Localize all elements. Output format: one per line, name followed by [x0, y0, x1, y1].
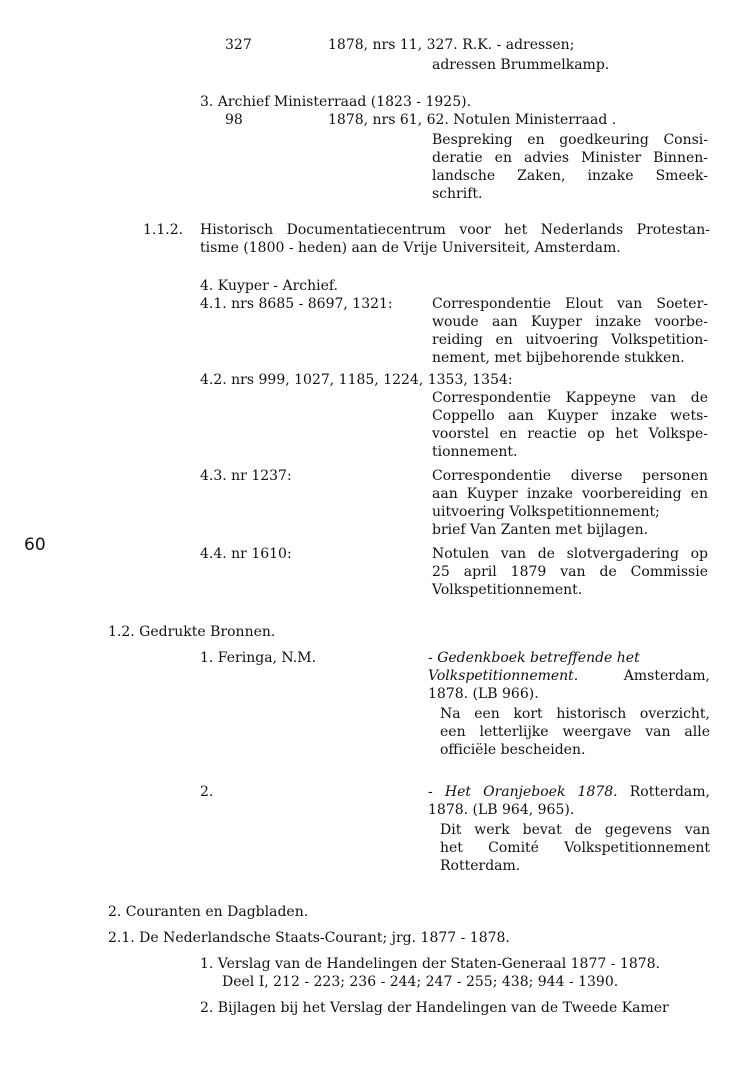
kuyper-item-description	[432, 545, 708, 599]
newspaper-item: 2. Bijlagen bij het Verslag der Handelingen van de Tweede Kamer	[200, 1000, 669, 1016]
ministerraad-heading: 3. Archief Ministerraad (1823 - 1925).	[200, 94, 472, 110]
kuyper-item-label: 4.4. nr 1610:	[200, 546, 292, 562]
ministerraad-description	[432, 131, 708, 203]
kuyper-item-label: 4.1. nrs 8685 - 8697, 1321:	[200, 296, 393, 312]
entry-327-number: 327	[225, 37, 252, 53]
desc-line: aan Kuyper inzake voorbereiding en	[432, 486, 708, 502]
desc-line: reiding en uitvoering Volkspetition-	[432, 332, 708, 348]
desc-line: Notulen van de slotvergadering op	[432, 546, 708, 562]
desc-line: Correspondentie diverse personen	[432, 468, 708, 484]
kuyper-item-label: 4.3. nr 1237:	[200, 468, 292, 484]
section-line: Historisch Documentatiecentrum voor het Nederlands Protestan-	[200, 222, 710, 238]
book-title: Volkspetitionnement.	[428, 668, 579, 684]
note-line: officiële bescheiden.	[440, 742, 586, 758]
desc-line: 25 april 1879 van de Commissie	[432, 564, 708, 580]
dash: -	[428, 650, 438, 666]
biblio-line	[428, 649, 710, 667]
desc-line: Volkspetitionnement.	[432, 582, 583, 598]
section-112-number: 1.1.2.	[143, 222, 184, 238]
note-line: Dit werk bevat de gegevens van	[440, 822, 710, 838]
desc-line: landsche Zaken, inzake Smeek-	[432, 168, 708, 184]
desc-line: woude aan Kuyper inzake voorbe-	[432, 314, 708, 330]
newspapers-subheading: 2.1. De Nederlandsche Staats-Courant; jrg. 1877 - 1878.	[108, 930, 510, 946]
book-title: Gedenkboek betreffende het	[437, 650, 640, 666]
kuyper-item-description	[432, 389, 708, 461]
publisher-place: Rotterdam,	[617, 784, 710, 800]
section-line: tisme (1800 - heden) aan de Vrije Universiteit, Amsterdam.	[200, 240, 621, 256]
newspaper-item-cont: Deel I, 212 - 223; 236 - 244; 247 - 255; 438; 944 - 1390.	[222, 974, 619, 990]
desc-line: voorstel en reactie op het Volkspe-	[432, 426, 708, 442]
page-number: 60	[24, 535, 46, 555]
printed-item-note	[440, 821, 710, 875]
kuyper-item-label: 4.2. nrs 999, 1027, 1185, 1224, 1353, 1354:	[200, 372, 513, 388]
note-line: een letterlijke weergave van alle	[440, 724, 710, 740]
kuyper-heading: 4. Kuyper - Archief.	[200, 278, 339, 294]
note-line: Na een kort historisch overzicht,	[440, 706, 710, 722]
newspapers-heading: 2. Couranten en Dagbladen.	[108, 904, 309, 920]
desc-line: Coppello aan Kuyper inzake wets-	[432, 408, 708, 424]
newspaper-item: 1. Verslag van de Handelingen der Staten-Generaal 1877 - 1878.	[200, 956, 660, 972]
kuyper-item-description	[432, 467, 708, 539]
printed-item-label: 2.	[200, 784, 214, 800]
note-line: Rotterdam.	[440, 858, 521, 874]
printed-item-biblio	[428, 783, 710, 819]
entry-327-reference: 1878, nrs 11, 327. R.K. - adressen;	[328, 37, 575, 53]
dash: -	[428, 784, 445, 800]
desc-line: nement, met bijbehorende stukken.	[432, 350, 685, 366]
kuyper-item-description	[432, 295, 708, 367]
desc-line: tionnement.	[432, 444, 518, 460]
biblio-line: 1878. (LB 966).	[428, 686, 539, 702]
publisher-place: Amsterdam,	[578, 668, 710, 684]
desc-line: brief Van Zanten met bijlagen.	[432, 522, 649, 538]
desc-line: schrift.	[432, 186, 483, 202]
biblio-line: 1878. (LB 964, 965).	[428, 802, 575, 818]
desc-line: Correspondentie Kappeyne van de	[432, 390, 708, 406]
book-title: Het Oranjeboek 1878.	[444, 784, 618, 800]
biblio-line	[428, 783, 710, 801]
desc-line: Bespreking en goedkeuring Consi-	[432, 132, 708, 148]
entry-327-reference-cont: adressen Brummelkamp.	[432, 57, 610, 73]
printed-item-note	[440, 705, 710, 759]
ministerraad-reference: 1878, nrs 61, 62. Notulen Ministerraad .	[328, 112, 617, 128]
section-112-text	[200, 221, 710, 257]
printed-sources-heading: 1.2. Gedrukte Bronnen.	[108, 624, 276, 640]
desc-line: deratie en advies Minister Binnen-	[432, 150, 708, 166]
printed-item-label: 1. Feringa, N.M.	[200, 650, 317, 666]
printed-item-biblio	[428, 649, 710, 703]
ministerraad-number: 98	[225, 112, 243, 128]
desc-line: uitvoering Volkspetitionnement;	[432, 504, 660, 520]
note-line: het Comité Volkspetitionnement	[440, 840, 710, 856]
desc-line: Correspondentie Elout van Soeter-	[432, 296, 708, 312]
biblio-line	[428, 667, 710, 685]
